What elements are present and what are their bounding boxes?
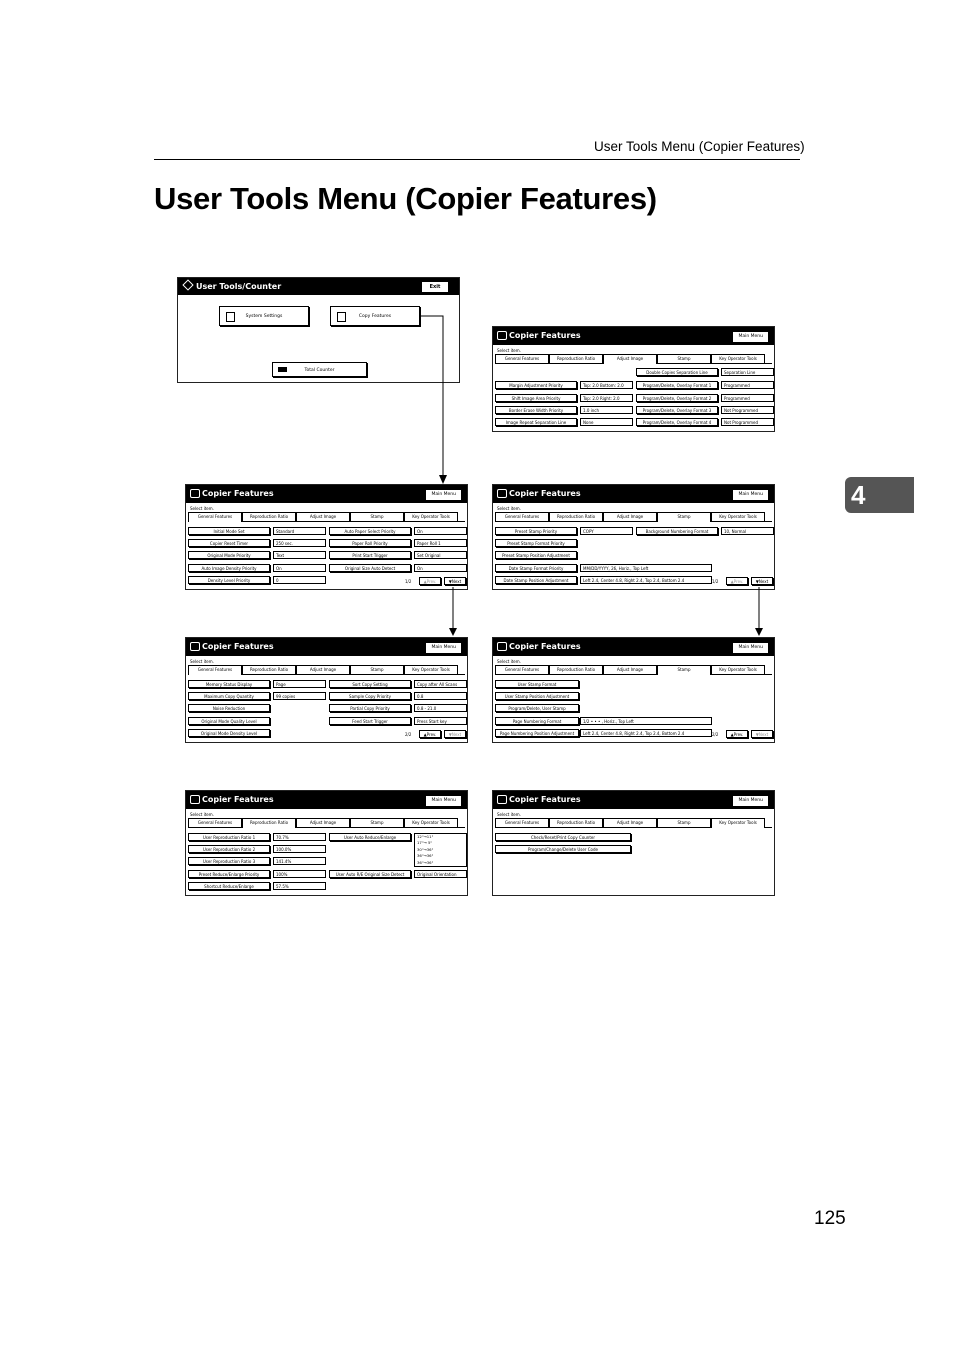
setting-button[interactable]: Program/Delete, User Stamp (495, 704, 579, 712)
setting-value: Not Programmed (721, 418, 774, 426)
setting-value: None (580, 418, 633, 426)
adjust-image-screen (492, 326, 775, 432)
setting-button[interactable]: User Reproduction Ratio 3 (188, 857, 270, 865)
setting-button[interactable]: Feed Start Trigger (329, 717, 411, 725)
setting-button[interactable]: Border Erase Width Priority (495, 406, 577, 414)
setting-value: Left 2.4, Center 4.8, Right 2.4, Top 2.4, Bottom 2.4 (580, 576, 712, 584)
tab-general-features[interactable]: General Features (495, 512, 549, 522)
main-menu-button[interactable]: Main Menu (732, 795, 769, 807)
tab-bar (495, 354, 772, 364)
setting-value: 250 sec. (273, 539, 326, 547)
tab-key-operator-tools[interactable]: Key Operator Tools (711, 818, 765, 828)
setting-button[interactable]: Program/Delete, Overlay Format 1 (636, 381, 718, 389)
tab-adjust-image[interactable]: Adjust Image (603, 665, 657, 675)
copier-icon (497, 331, 507, 340)
tab-stamp[interactable]: Stamp (657, 665, 711, 675)
setting-button[interactable]: Memory Status Display (188, 680, 270, 688)
tab-reproduction-ratio[interactable]: Reproduction Ratio (242, 818, 296, 828)
tab-reproduction-ratio[interactable]: Reproduction Ratio (242, 665, 296, 675)
select-item-text: Select item. (190, 506, 214, 511)
titlebar (493, 485, 774, 503)
setting-button[interactable]: Preset Stamp Format Priority (495, 539, 577, 547)
next-button[interactable]: ▼Next (751, 577, 773, 585)
tab-key-operator-tools[interactable]: Key Operator Tools (404, 512, 458, 522)
copier-icon (497, 795, 507, 804)
setting-button[interactable]: Auto Image Density Priority (188, 564, 270, 572)
setting-value: 0.8 - 21.0 (414, 704, 467, 712)
setting-button[interactable]: Partial Copy Priority (329, 704, 411, 712)
setting-button[interactable]: Program/Delete, Overlay Format 4 (636, 418, 718, 426)
double-copies-separation-line-button[interactable]: Double Copies Separation Line (636, 368, 718, 376)
select-item-text: Select item. (497, 506, 521, 511)
chapter-tab: 4 (845, 477, 914, 513)
titlebar (493, 327, 774, 345)
tab-bar (495, 512, 772, 522)
setting-value: Programmed (721, 394, 774, 402)
setting-button[interactable]: User Auto Reduce/Enlarge (329, 833, 411, 841)
setting-value: On (414, 564, 467, 572)
tab-adjust-image[interactable]: Adjust Image (603, 354, 657, 364)
screen-title: Copier Features (202, 795, 274, 804)
setting-value: 1.0 inch (580, 406, 633, 414)
auto-value: 12"→11" (417, 834, 434, 839)
copier-icon (190, 795, 200, 804)
page-indicator: 1/2 (405, 579, 412, 584)
setting-value: Top: 2.0 Bottom: 2.0 (580, 381, 633, 389)
tab-reproduction-ratio[interactable]: Reproduction Ratio (549, 818, 603, 828)
screen-title: Copier Features (509, 795, 581, 804)
user-tools-titlebar (178, 278, 459, 295)
key-operator-tools-screen (492, 790, 775, 896)
page-title: User Tools Menu (Copier Features) (154, 181, 657, 216)
setting-button[interactable]: User Auto R/E Original Size Detect (329, 870, 411, 878)
setting-value: Set Original (414, 551, 467, 559)
page-indicator: 2/2 (405, 732, 412, 737)
setting-value: Left 2.4, Center 4.8, Right 2.4, Top 2.4, Bottom 2.4 (580, 729, 712, 737)
setting-button[interactable]: User Stamp Position Adjustment (495, 692, 579, 700)
auto-value: 36"→36" (417, 853, 434, 859)
setting-value: Text (273, 551, 326, 559)
setting-value: 57.5% (273, 882, 326, 890)
setting-value: 141.4% (273, 857, 326, 865)
setting-button[interactable]: User Reproduction Ratio 1 (188, 833, 270, 841)
select-item-text: Select item. (497, 659, 521, 664)
setting-button[interactable]: Preset Stamp Priority (495, 527, 577, 535)
setting-value: 10, Normal (721, 527, 774, 535)
select-item-text: Select item. (190, 659, 214, 664)
setting-button[interactable]: Copier Reset Timer (188, 539, 270, 547)
total-counter-button[interactable] (272, 362, 367, 377)
prev-button[interactable]: ▲Prev. (726, 730, 748, 738)
copy-features-label: Copy Features (358, 314, 392, 319)
setting-button[interactable]: Original Mode Density Level (188, 729, 270, 737)
copier-icon (190, 489, 200, 498)
tab-key-operator-tools[interactable]: Key Operator Tools (711, 512, 765, 522)
tab-stamp[interactable]: Stamp (350, 818, 404, 828)
setting-value: Press Start key (414, 717, 467, 725)
setting-value: 1/2 • • • , Horiz., Top Left (580, 717, 712, 725)
page-number: 125 (814, 1208, 846, 1229)
tab-bar (188, 512, 465, 522)
setting-value: Paper Roll 1 (414, 539, 467, 547)
setting-value: Top: 2.0 Right: 2.0 (580, 394, 633, 402)
auto-reduce-enlarge-values (414, 833, 467, 867)
check-reset-print-counter-button[interactable]: Check/Reset/Print Copy Counter (495, 833, 631, 841)
tab-reproduction-ratio[interactable]: Reproduction Ratio (549, 354, 603, 364)
setting-value: 100.0% (273, 845, 326, 853)
titlebar (186, 485, 467, 503)
setting-button[interactable]: Image Repeat Separation Line (495, 418, 577, 426)
setting-button[interactable]: Original Mode Priority (188, 551, 270, 559)
user-tools-title: User Tools/Counter (196, 282, 282, 291)
tab-bar (495, 665, 772, 675)
tab-general-features[interactable]: General Features (188, 512, 242, 522)
setting-button[interactable]: Shift Image Area Priority (495, 394, 577, 402)
setting-value: 100% (273, 870, 326, 878)
tab-adjust-image[interactable]: Adjust Image (296, 665, 350, 675)
setting-button[interactable]: User Reproduction Ratio 2 (188, 845, 270, 853)
tab-general-features[interactable]: General Features (495, 665, 549, 675)
setting-button[interactable]: Program/Delete, Overlay Format 3 (636, 406, 718, 414)
setting-value: 70.7% (273, 833, 326, 841)
copy-features-button[interactable] (330, 306, 420, 326)
setting-value: COPY (580, 527, 633, 535)
setting-value: Programmed (721, 381, 774, 389)
diamond-icon (182, 279, 193, 290)
setting-value: 99 copies (273, 692, 326, 700)
screen-title: Copier Features (202, 642, 274, 651)
next-button[interactable]: ▼Next (444, 730, 466, 738)
setting-value: Page (273, 680, 326, 688)
setting-button[interactable]: Date Stamp Position Adjustment (495, 576, 577, 584)
tab-bar (495, 818, 772, 828)
header-rule (154, 159, 800, 160)
main-menu-button[interactable]: Main Menu (425, 489, 462, 501)
main-menu-button[interactable]: Main Menu (425, 642, 462, 654)
main-menu-button[interactable]: Main Menu (732, 331, 769, 343)
main-menu-button[interactable]: Main Menu (732, 642, 769, 654)
auto-value: 30"→36" (417, 846, 434, 852)
tab-stamp[interactable]: Stamp (350, 512, 404, 522)
tab-key-operator-tools[interactable]: Key Operator Tools (711, 354, 765, 364)
setting-button[interactable]: Margin Adjustment Priority (495, 381, 577, 389)
setting-button[interactable]: Preset Reduce/Enlarge Priority (188, 870, 270, 878)
setting-button[interactable]: Paper Roll Priority (329, 539, 411, 547)
tab-adjust-image[interactable]: Adjust Image (296, 818, 350, 828)
tab-reproduction-ratio[interactable]: Reproduction Ratio (242, 512, 296, 522)
titlebar (186, 638, 467, 656)
tab-reproduction-ratio[interactable]: Reproduction Ratio (549, 512, 603, 522)
setting-button[interactable]: User Stamp Format (495, 680, 579, 688)
program-user-code-button[interactable]: Program/Change/Delete User Code (495, 845, 631, 853)
setting-button[interactable]: Shortcut Reduce/Enlarge (188, 882, 270, 890)
tab-stamp[interactable]: Stamp (350, 665, 404, 675)
stamp-screen-2 (492, 637, 775, 743)
setting-value: Original Orientation (414, 870, 467, 878)
setting-value: Copy after All Scans (414, 680, 467, 688)
setting-value: 0 (273, 576, 326, 584)
tab-adjust-image[interactable]: Adjust Image (603, 512, 657, 522)
prev-button[interactable]: ▲Prev. (419, 577, 441, 585)
copier-icon (497, 642, 507, 651)
screen-title: Copier Features (509, 331, 581, 340)
next-button[interactable]: ▼Next (751, 730, 773, 738)
user-tools-screen (177, 277, 460, 383)
setting-button[interactable]: Print Start Trigger (329, 551, 411, 559)
screen-title: Copier Features (202, 489, 274, 498)
arrow-head (755, 628, 763, 636)
setting-button[interactable]: Density Level Priority (188, 576, 270, 584)
setting-value: On (273, 564, 326, 572)
total-counter-label: Total Counter (304, 368, 335, 373)
setting-button[interactable]: Page Numbering Position Adjustment (495, 729, 579, 737)
setting-button[interactable]: Background Numbering Format (636, 527, 718, 535)
page-indicator: 1/2 (712, 579, 719, 584)
auto-value: 36"→36" (417, 859, 434, 865)
running-header: User Tools Menu (Copier Features) (594, 139, 805, 154)
setting-value: On (414, 527, 467, 535)
setting-button[interactable]: Noise Reduction (188, 704, 270, 712)
main-menu-button[interactable]: Main Menu (425, 795, 462, 807)
setting-button[interactable]: Initial Mode Set (188, 527, 270, 535)
select-item-text: Select item. (497, 348, 521, 353)
tab-reproduction-ratio[interactable]: Reproduction Ratio (549, 665, 603, 675)
setting-button[interactable]: Sample Copy Priority (329, 692, 411, 700)
prev-button[interactable]: ▲Prev. (419, 730, 441, 738)
setting-button[interactable]: Preset Stamp Position Adjustment (495, 551, 577, 559)
next-button[interactable]: ▼Next (444, 577, 466, 585)
tab-adjust-image[interactable]: Adjust Image (603, 818, 657, 828)
system-settings-label: System Settings (245, 314, 283, 319)
tab-general-features[interactable]: General Features (495, 354, 549, 364)
titlebar (186, 791, 467, 809)
setting-button[interactable]: Date Stamp Format Priority (495, 564, 577, 572)
copier-icon (190, 642, 200, 651)
setting-value: 0.8 (414, 692, 467, 700)
arrow-head (439, 475, 447, 484)
separation-line-value: Separation Line (721, 368, 774, 376)
copier-icon (497, 489, 507, 498)
reproduction-ratio-screen (185, 790, 468, 896)
auto-value: 17"→ 5" (417, 840, 433, 846)
arrow-head (449, 628, 457, 636)
setting-value: Not Programmed (721, 406, 774, 414)
system-settings-button[interactable] (219, 306, 309, 326)
setting-button[interactable]: Original Mode Quality Level (188, 717, 270, 725)
tab-general-features[interactable]: General Features (188, 818, 242, 828)
select-item-text: Select item. (190, 812, 214, 817)
setting-button[interactable]: Maximum Copy Quantity (188, 692, 270, 700)
titlebar (493, 791, 774, 809)
tab-stamp[interactable]: Stamp (657, 354, 711, 364)
setting-button[interactable]: Program/Delete, Overlay Format 2 (636, 394, 718, 402)
setting-button[interactable]: Page Numbering Format (495, 717, 579, 725)
general-features-screen-1 (185, 484, 468, 590)
setting-button[interactable]: Original Size Auto Detect (329, 564, 411, 572)
tab-key-operator-tools[interactable]: Key Operator Tools (404, 818, 458, 828)
stamp-screen-1 (492, 484, 775, 590)
main-menu-button[interactable]: Main Menu (732, 489, 769, 501)
tab-general-features[interactable]: General Features (188, 665, 242, 675)
tab-bar (188, 818, 465, 828)
select-item-text: Select item. (497, 812, 521, 817)
tab-key-operator-tools[interactable]: Key Operator Tools (404, 665, 458, 675)
screen-title: Copier Features (509, 489, 581, 498)
tab-bar (188, 665, 465, 675)
tab-stamp[interactable]: Stamp (657, 512, 711, 522)
tab-general-features[interactable]: General Features (495, 818, 549, 828)
setting-button[interactable]: Auto Paper Select Priority (329, 527, 411, 535)
screen-title: Copier Features (509, 642, 581, 651)
general-features-screen-2 (185, 637, 468, 743)
tab-stamp[interactable]: Stamp (657, 818, 711, 828)
exit-button[interactable]: Exit (421, 281, 449, 293)
tab-adjust-image[interactable]: Adjust Image (296, 512, 350, 522)
tab-key-operator-tools[interactable]: Key Operator Tools (711, 665, 765, 675)
titlebar (493, 638, 774, 656)
setting-value: MM/DD/YYYY, 26, Horiz., Top Left (580, 564, 712, 572)
setting-button[interactable]: Sort Copy Setting (329, 680, 411, 688)
setting-value: Standard (273, 527, 326, 535)
page-indicator: 2/2 (712, 732, 719, 737)
prev-button[interactable]: ▲Prev. (726, 577, 748, 585)
